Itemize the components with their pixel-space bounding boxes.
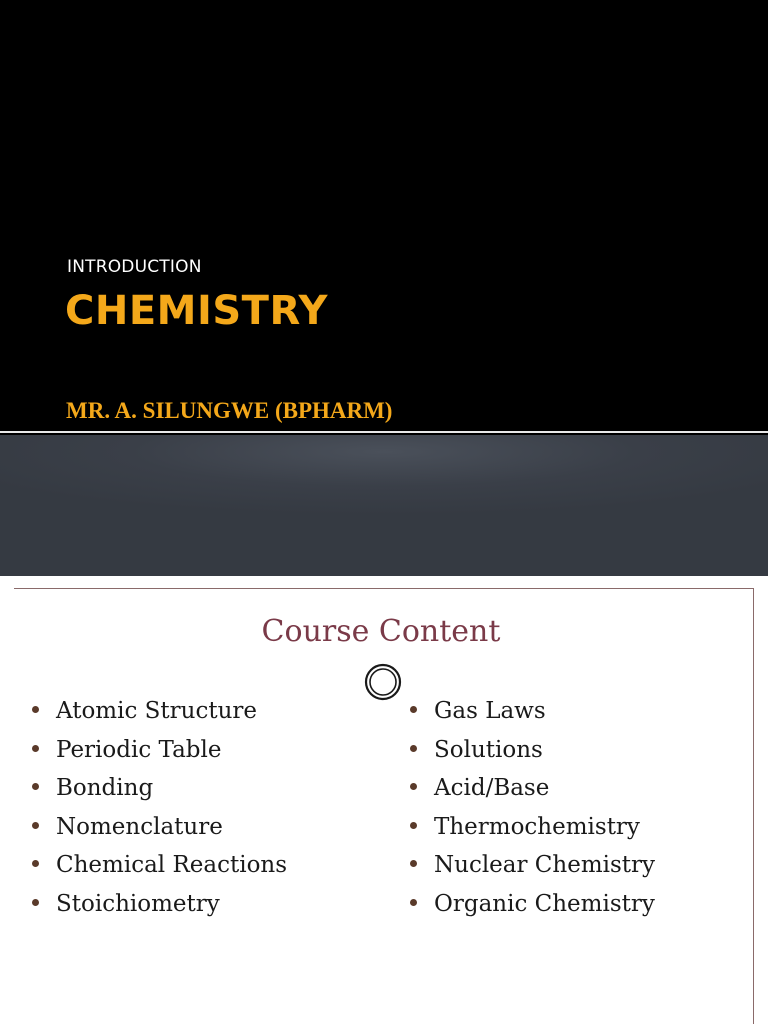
topic-list-item [32, 775, 287, 814]
bullet-icon [410, 783, 417, 790]
topic-label: Bonding [56, 775, 154, 801]
topic-label: Gas Laws [434, 698, 546, 724]
topic-list-item [410, 737, 655, 776]
topic-label: Nuclear Chemistry [434, 852, 656, 878]
topic-label: Organic Chemistry [434, 890, 655, 917]
ring-icon [363, 662, 403, 702]
bullet-icon [32, 860, 39, 867]
bullet-icon [410, 860, 417, 867]
title-slide-lower-panel [0, 435, 768, 576]
bullet-icon [410, 706, 417, 713]
bullet-icon [410, 899, 417, 906]
course-content-slide [0, 578, 768, 1024]
bullet-icon [32, 822, 39, 829]
topic-list-item [32, 891, 287, 930]
bullet-icon [32, 706, 39, 713]
slide-subtitle: INTRODUCTION [67, 257, 202, 277]
topic-list-item [410, 852, 655, 891]
topic-list-item [32, 698, 287, 737]
bullet-icon [32, 899, 39, 906]
bullet-icon [410, 822, 417, 829]
bullet-icon [32, 783, 39, 790]
topic-label: Atomic Structure [56, 698, 258, 724]
topic-label: Periodic Table [56, 736, 222, 763]
bullet-icon [410, 745, 417, 752]
topic-label: Nomenclature [56, 813, 223, 840]
slide-author: MR. A. SILUNGWE (BPHARM) [66, 398, 393, 423]
topic-label: Thermochemistry [434, 813, 640, 840]
topic-list-item [410, 814, 655, 853]
bullet-icon [32, 745, 39, 752]
topic-list-left [32, 698, 287, 929]
slide-frame-right [753, 588, 754, 1024]
topic-list-item [32, 737, 287, 776]
slide-frame-top [14, 588, 754, 589]
topic-list-item [32, 852, 287, 891]
topic-label: Acid/Base [434, 775, 550, 801]
title-slide-upper-panel [0, 0, 768, 432]
course-content-title: Course Content [261, 614, 501, 649]
topic-label: Solutions [434, 736, 543, 763]
topic-list-item [410, 891, 655, 930]
topic-list-right [410, 698, 655, 929]
topic-label: Chemical Reactions [56, 852, 288, 878]
slide-title: CHEMISTRY [65, 288, 329, 334]
topic-list-item [32, 814, 287, 853]
topic-list-item [410, 698, 655, 737]
topic-list-item [410, 775, 655, 814]
topic-label: Stoichiometry [56, 890, 220, 917]
